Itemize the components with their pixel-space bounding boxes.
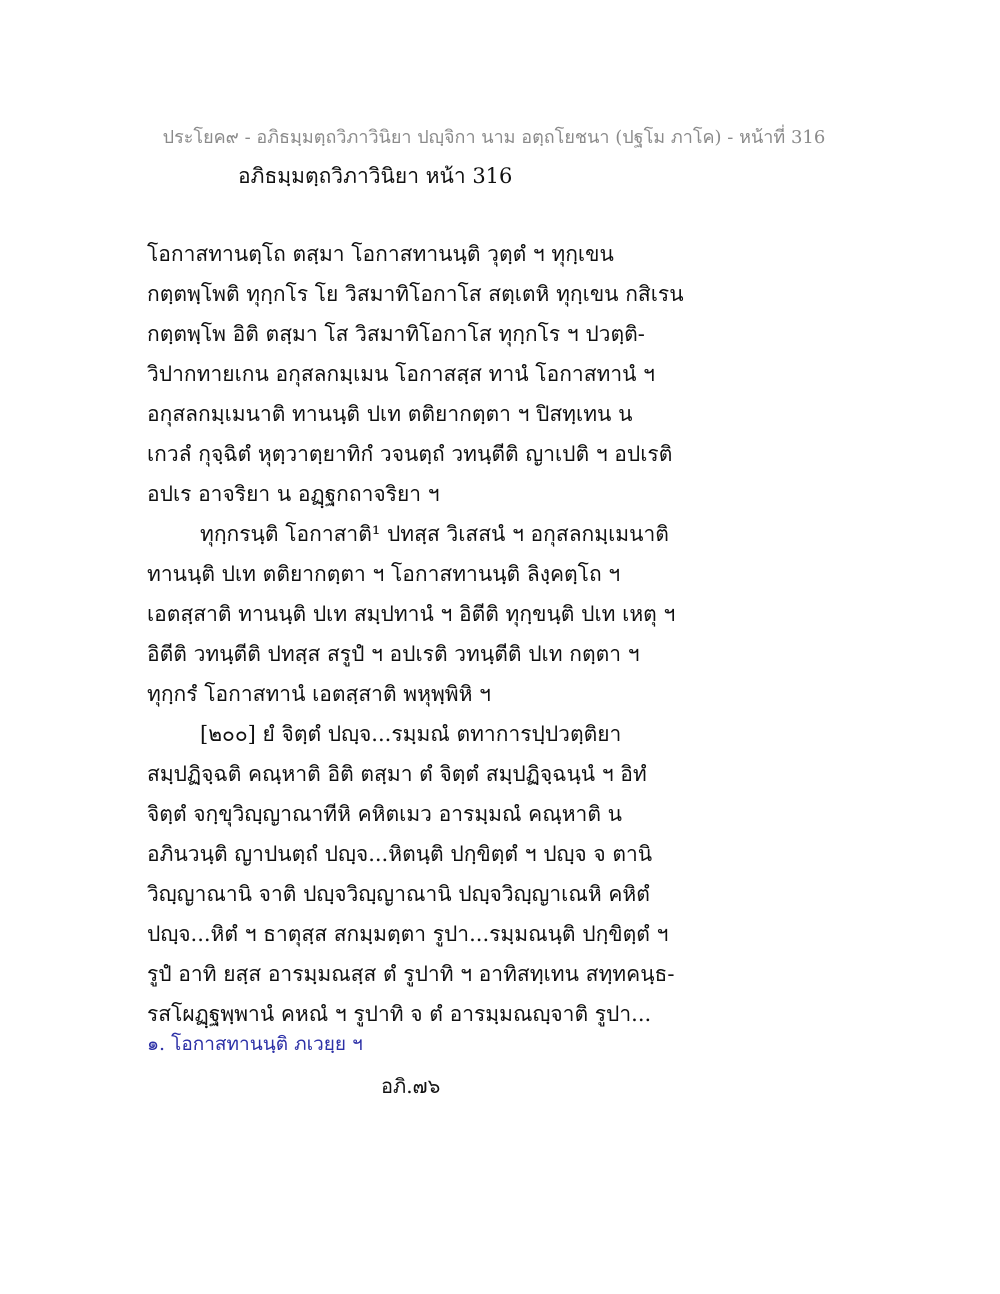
text-line: [๒๐๐] ยํ จิตฺตํ ปญฺจ...รมฺมณํ ตทาการปฺปวตฺติยา (200, 722, 622, 746)
text-line: อกุสลกมฺเมนาติ ทานนฺติ ปเท ตติยากตฺตา ฯ ปิสทฺเทน น (147, 402, 633, 426)
text-line: อิตีติ วทนฺตีติ ปทสฺส สรูปํ ฯ อปเรติ วทนฺตีติ ปเท กตฺตา ฯ (147, 642, 640, 666)
running-header-text: ประโยค๙ - อภิธมฺมตฺถวิภาวินิยา ปญฺจิกา นาม อตฺถโยชนา (ปฐโม ภาโค) - หน้าที่ 316 (162, 127, 826, 148)
text-line: อภินวนฺติ ญาปนตฺถํ ปญฺจ...หิตนฺติ ปกฺขิตฺตํ ฯ ปญฺจ จ ตานิ (147, 842, 653, 866)
text-line: สมฺปฏิจฺฉติ คณฺหาติ อิติ ตสฺมา ตํ จิตฺตํ สมฺปฏิจฺฉนฺนํ ฯ อิทํ (147, 762, 647, 786)
text-line: ปญฺจ...หิตํ ฯ ธาตุสฺส สกมฺมตฺตา รูปา...รมฺมณนฺติ ปกฺขิตฺตํ ฯ (147, 922, 669, 946)
text-line: โอกาสทานตฺโถ ตสฺมา โอกาสทานนฺติ วุตฺตํ ฯ ทุกฺเขน (147, 242, 614, 266)
text-line: เอตสฺสาติ ทานนฺติ ปเท สมฺปทานํ ฯ อิตีติ ทุกฺขนฺติ ปเท เหตุ ฯ (147, 602, 676, 626)
text-line: อปเร อาจริยา น อฏฺฐกถาจริยา ฯ (147, 482, 440, 506)
footnote: ๑. โอกาสทานนฺติ ภเวยฺย ฯ (147, 1033, 363, 1055)
text-line: ทานนฺติ ปเท ตติยากตฺตา ฯ โอกาสทานนฺติ ลิงฺคตฺโถ ฯ (147, 562, 621, 586)
text-line: จิตฺตํ จกฺขุวิญฺญาณาทีหิ คหิตเมว อารมฺมณํ คณฺหาติ น (147, 802, 623, 826)
page-reference: อภิ.๗๖ (381, 1074, 441, 1098)
text-line: ทุกฺกรนฺติ โอกาสาติ¹ ปทสฺส วิเสสนํ ฯ อกุสลกมฺเมนาติ (200, 522, 669, 546)
text-line: รูปํ อาทิ ยสฺส อารมฺมณสฺส ตํ รูปาทิ ฯ อาทิสทฺเทน สทฺทคนฺธ- (147, 962, 675, 986)
text-line: กตฺตพฺโพ อิติ ตสฺมา โส วิสมาทิโอกาโส ทุกฺกโร ฯ ปวตฺติ- (147, 322, 645, 346)
body-text (147, 234, 684, 1034)
text-line: ทุกฺกรํ โอกาสทานํ เอตสฺสาติ พหุพฺพิหิ ฯ (147, 682, 491, 706)
page-title: อภิธมฺมตฺถวิภาวินิยา หน้า 316 (238, 164, 513, 188)
text-line: วิญฺญาณานิ จาติ ปญฺจวิญฺญาณานิ ปญฺจวิญฺญาเณหิ คหิตํ (147, 882, 650, 906)
running-header (0, 122, 1000, 151)
text-line: กตฺตพฺโพติ ทุกฺกโร โย วิสมาทิโอกาโส สตฺเตหิ ทุกฺเขน กสิเรน (147, 282, 684, 306)
text-line: เกวลํ กุจฺฉิตํ หุตฺวาตฺยาทิกํ วจนตฺถํ วทนฺตีติ ญาเปติ ฯ อปเรติ (147, 442, 673, 466)
text-line: รสโผฏฺฐพฺพานํ คหณํ ฯ รูปาทิ จ ตํ อารมฺมณญฺจาติ รูปา... (147, 1002, 652, 1026)
text-line: วิปากทายเกน อกุสลกมฺเมน โอกาสสฺส ทานํ โอกาสทานํ ฯ (147, 362, 655, 386)
